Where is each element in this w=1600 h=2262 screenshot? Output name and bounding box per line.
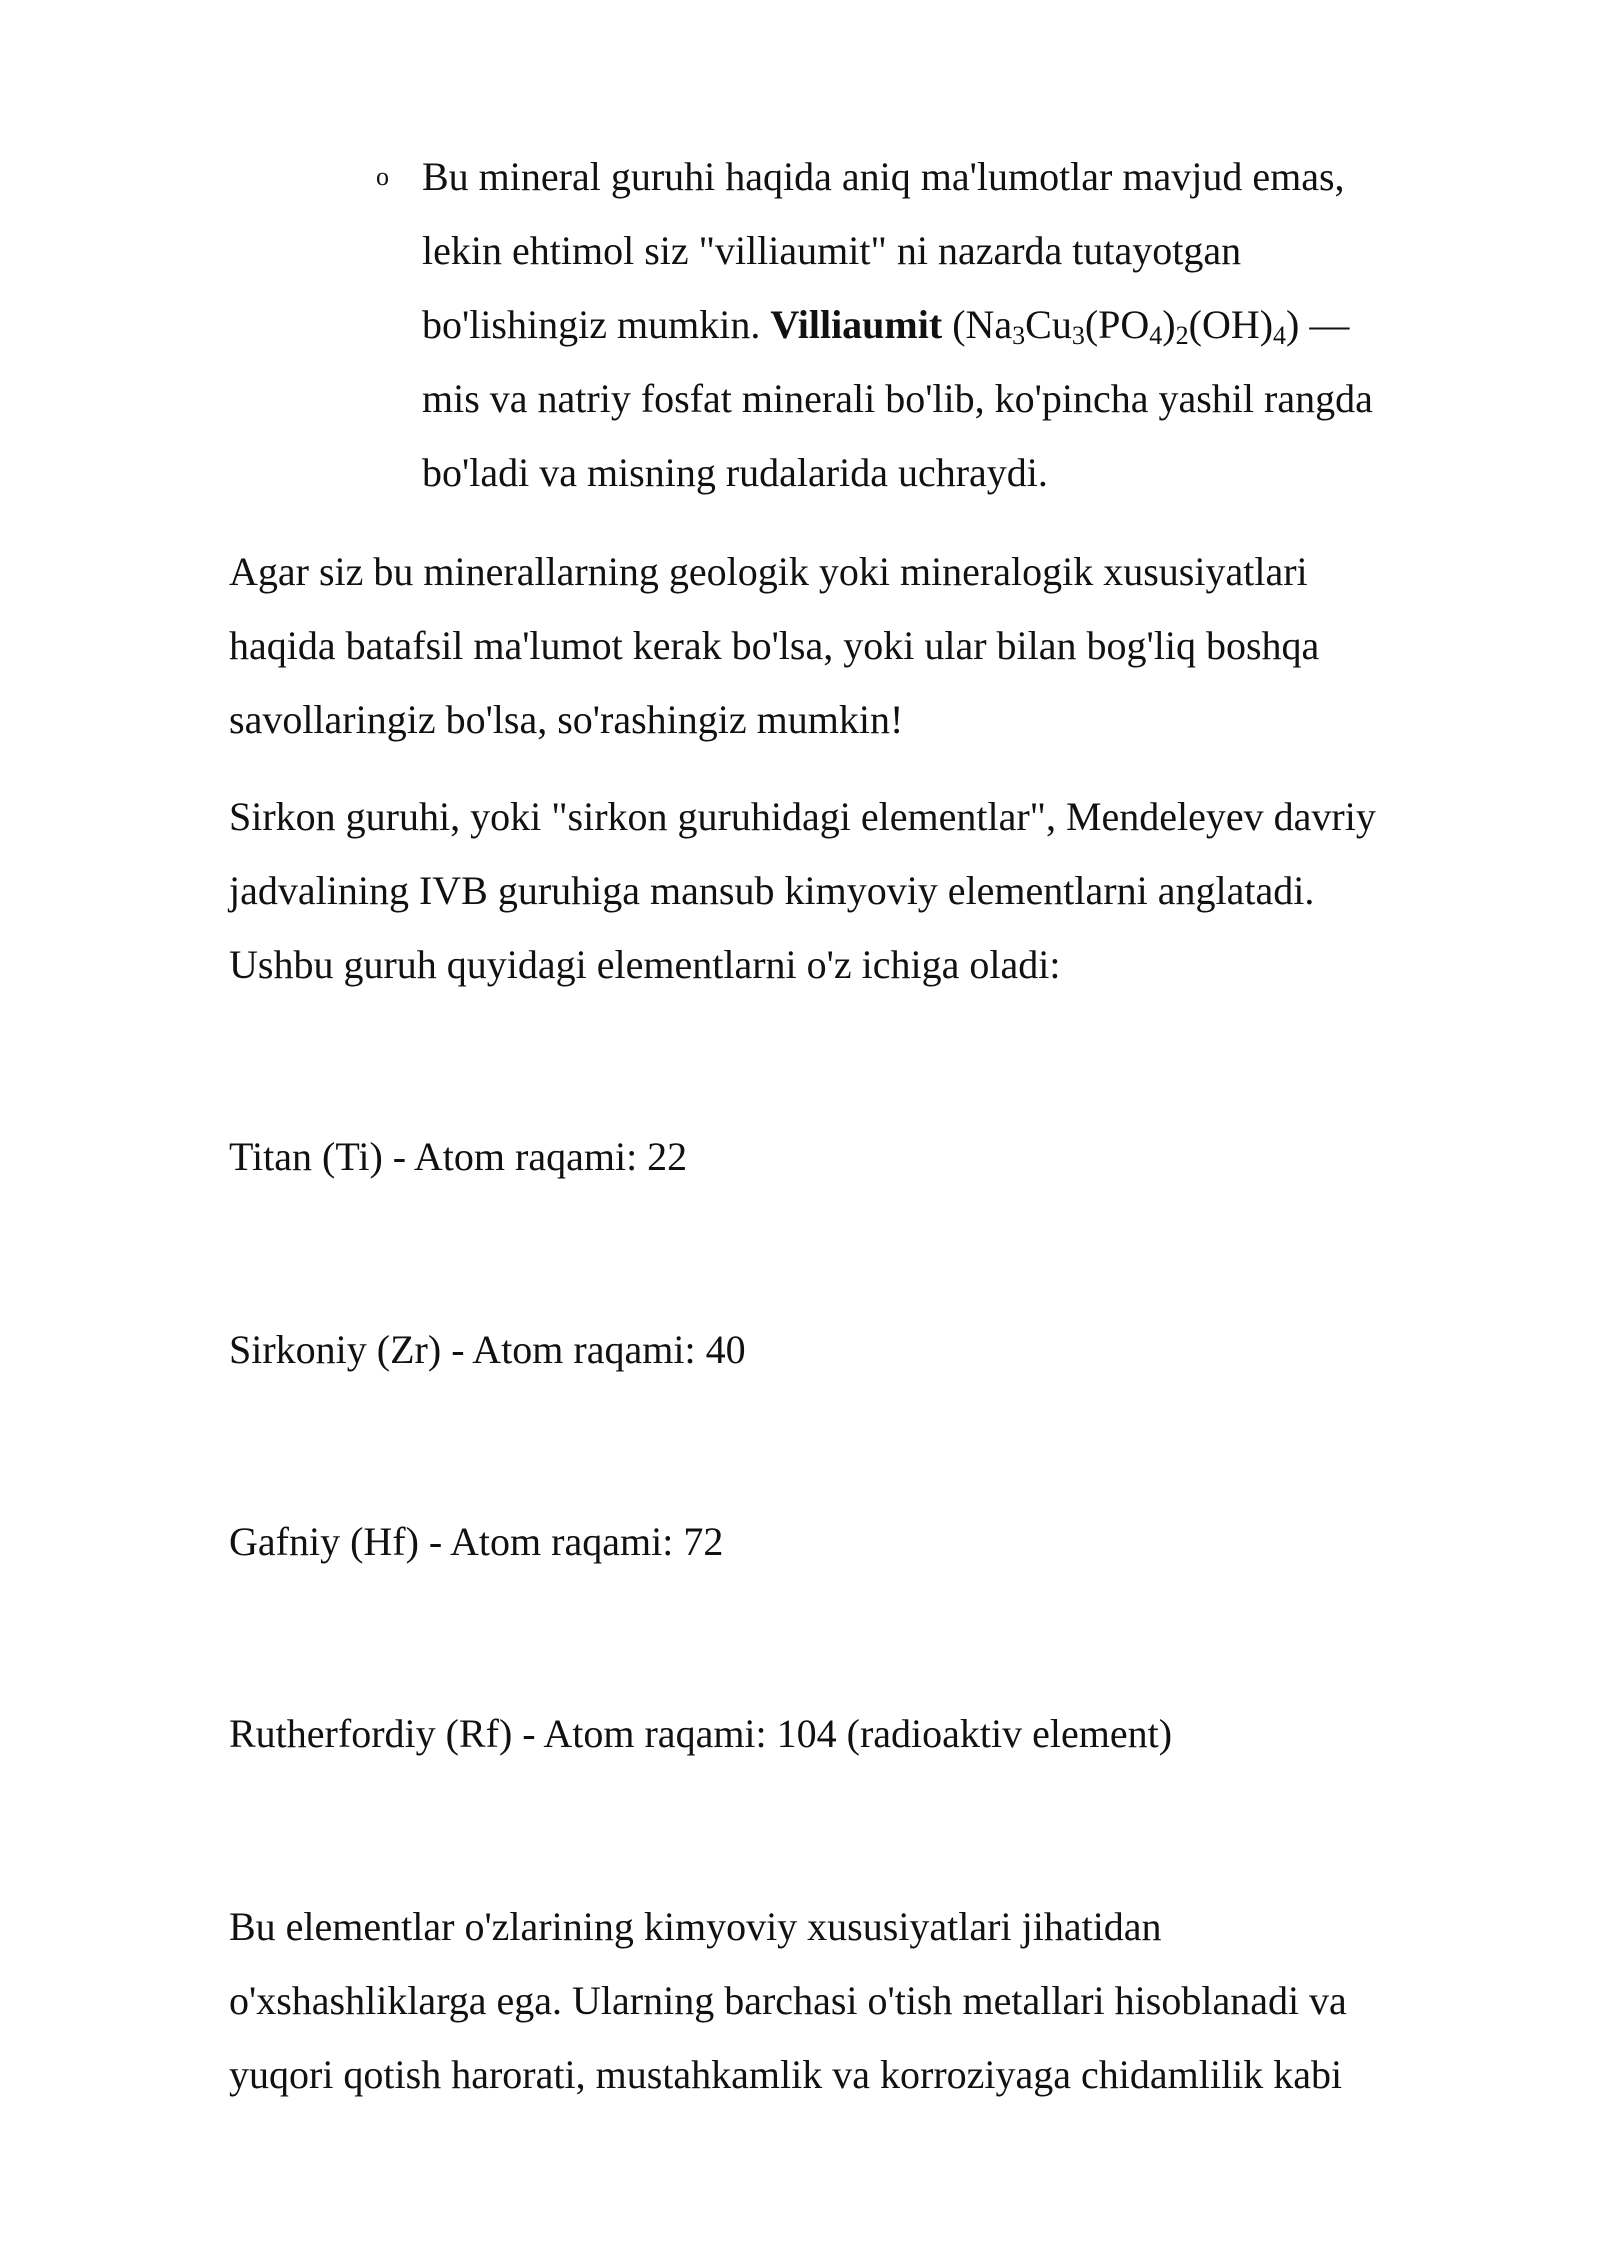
bullet-line-5: bo'ladi va misning rudalarida uchraydi.: [422, 450, 1048, 495]
element-line-titan: Titan (Ti) - Atom raqami: 22: [229, 1134, 688, 1179]
bullet-line-2: lekin ehtimol siz "villiaumit" ni nazarda tutayotgan: [422, 228, 1242, 273]
element-line-rutherfordiy: Rutherfordiy (Rf) - Atom raqami: 104 (radioaktiv element): [229, 1711, 1173, 1756]
element-line-sirkoniy: Sirkoniy (Zr) - Atom raqami: 40: [229, 1327, 746, 1372]
bullet-item: [376, 140, 1502, 510]
em-dash: —: [1309, 302, 1350, 347]
paragraph-properties: [229, 1890, 1509, 2112]
bullet-line-1: Bu mineral guruhi haqida aniq ma'lumotlar mavjud emas,: [422, 154, 1345, 199]
paragraph-line: jadvalining IVB guruhiga mansub kimyoviy elementlarni anglatadi.: [229, 868, 1315, 913]
bullet-marker: o: [376, 162, 389, 191]
paragraph-followup: [229, 535, 1509, 757]
paragraph-line: o'xshashliklarga ega. Ularning barchasi o'tish metallari hisoblanadi va: [229, 1978, 1347, 2023]
paragraph-line: haqida batafsil ma'lumot kerak bo'lsa, yoki ular bilan bog'liq boshqa: [229, 623, 1320, 668]
paragraph-line: Agar siz bu minerallarning geologik yoki mineralogik xususiyatlari: [229, 549, 1308, 594]
bullet-text: [422, 140, 1502, 510]
paragraph-line: Ushbu guruh quyidagi elementlarni o'z ichiga oladi:: [229, 942, 1061, 987]
mineral-name: Villiaumit: [770, 302, 943, 347]
chemical-formula: $(Na_3Cu_3(PO_4)_2(OH)_4)$: [952, 302, 1300, 350]
bullet-line-4: mis va natriy fosfat minerali bo'lib, ko'pincha yashil rangda: [422, 376, 1373, 421]
paragraph-sirkon-intro: [229, 780, 1509, 1002]
element-line-gafniy: Gafniy (Hf) - Atom raqami: 72: [229, 1519, 724, 1564]
paragraph-line: savollaringiz bo'lsa, so'rashingiz mumkin!: [229, 697, 904, 742]
paragraph-line: Sirkon guruhi, yoki "sirkon guruhidagi elementlar", Mendeleyev davriy: [229, 794, 1376, 839]
paragraph-line: yuqori qotish harorati, mustahkamlik va korroziyaga chidamlilik kabi: [229, 2052, 1343, 2097]
bullet-line-3-prefix: bo'lishingiz mumkin.: [422, 302, 761, 347]
paragraph-line: Bu elementlar o'zlarining kimyoviy xususiyatlari jihatidan: [229, 1904, 1162, 1949]
